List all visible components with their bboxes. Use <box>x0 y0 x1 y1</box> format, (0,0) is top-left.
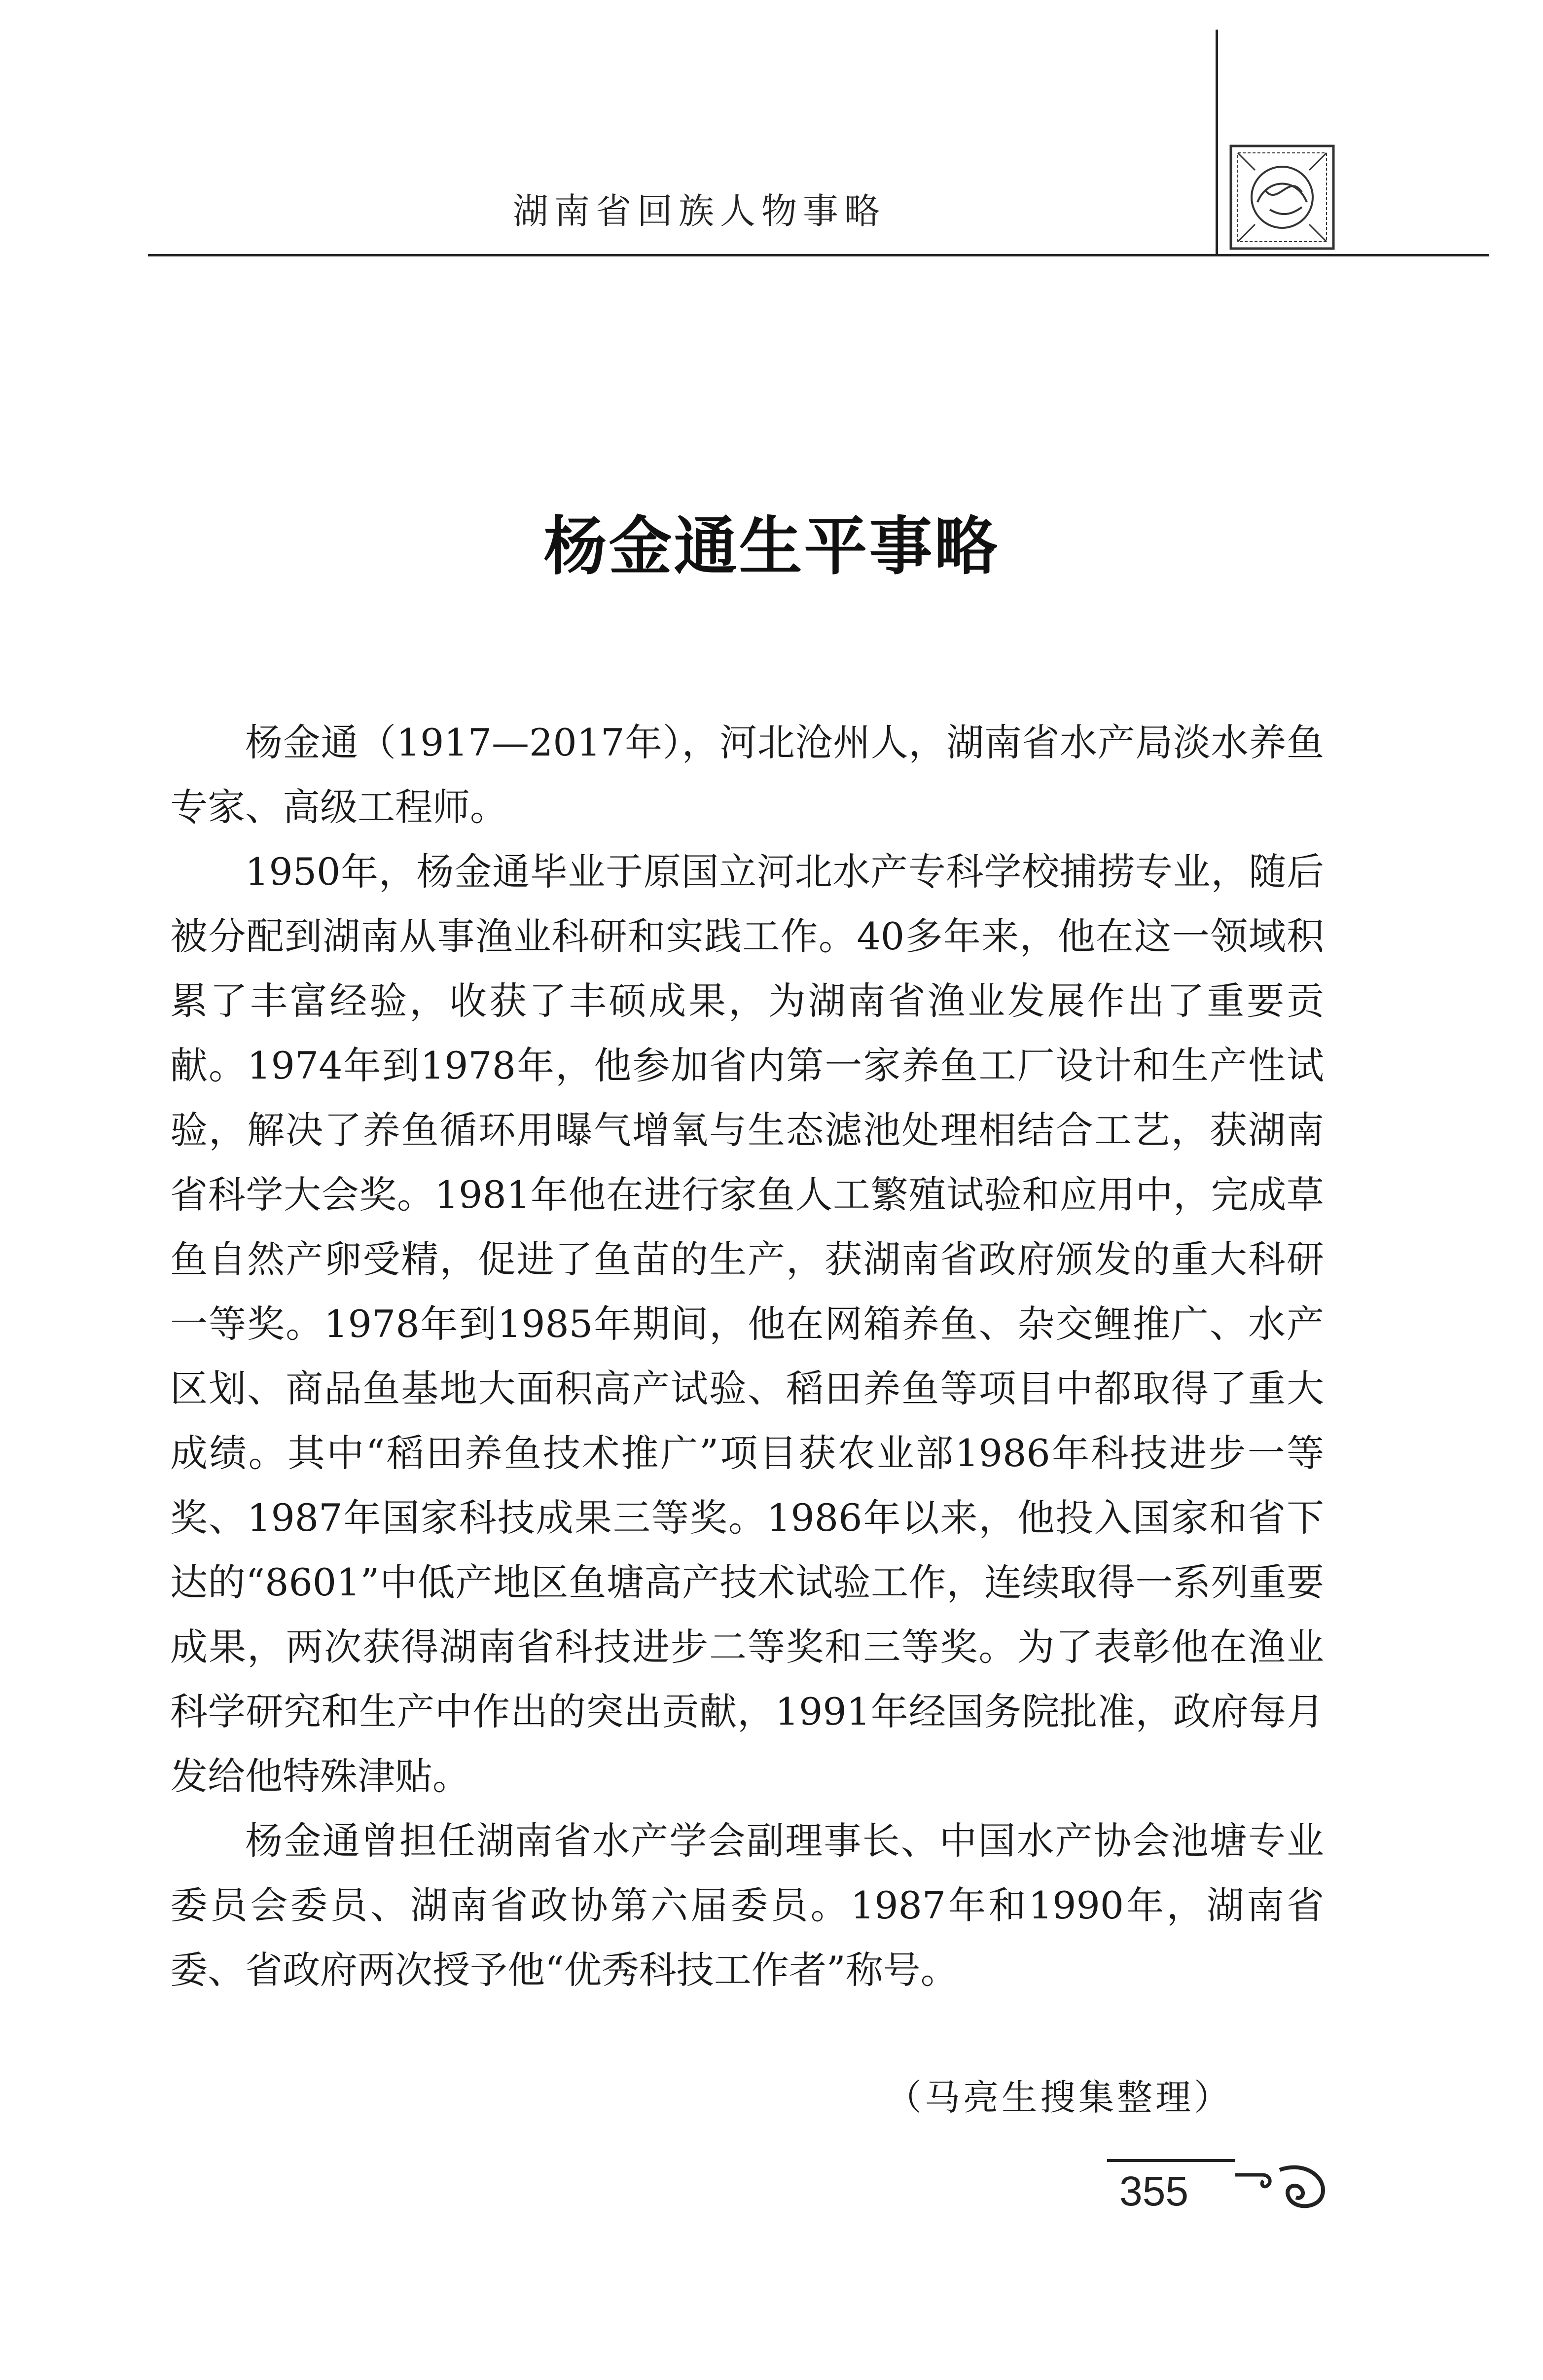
paragraph-1: 杨金通（1917—2017年），河北沧州人，湖南省水产局淡水养鱼专家、高级工程师。 <box>170 721 1324 829</box>
running-header-title: 湖南省回族人物事略 <box>513 190 886 232</box>
paragraph-3: 杨金通曾担任湖南省水产学会副理事长、中国水产协会池塘专业委员会委员、湖南省政协第六届委员。1987年和1990年，湖南省委、省政府两次授予他“优秀科技工作者”称号。 <box>170 1819 1324 1992</box>
compiler-credit: （马亮生搜集整理） <box>886 2077 1232 2118</box>
page-number: 355 <box>1119 2168 1189 2214</box>
article-body <box>170 710 1324 2002</box>
paragraph-2: 1950年，杨金通毕业于原国立河北水产专科学校捕捞专业，随后被分配到湖南从事渔业科研和实践工作。40多年来，他在这一领域积累了丰富经验，收获了丰硕成果，为湖南省渔业发展作出了重要贡献。1974年到1978年，他参加省内第一家养鱼工厂设计和生产性试验，解决了养鱼循环用曝气增氧与生态滤池处理相结合工艺，获湖南省科学大会奖。1981年他在进行家鱼人工繁殖试验和应用中，完成草鱼自然产卵受精，促进了鱼苗的生产，获湖南省政府颁发的重大科研一等奖。1978年到1985年期间，他在网箱养鱼、杂交鲤推广、水产区划、商品鱼基地大面积高产试验、稻田养鱼等项目中都取得了重大成绩。其中“稻田养鱼技术推广”项目获农业部1986年科技进步一等奖、1987年国家科技成果三等奖。1986年以来，他投入国家和省下达的“8601”中低产地区鱼塘高产技术试验工作，连续取得一系列重要成果，两次获得湖南省科技进步二等奖和三等奖。为了表彰他在渔业科学研究和生产中作出的突出贡献，1991年经国务院批准，政府每月发给他特殊津贴。 <box>170 850 1324 1798</box>
footer-rule <box>1107 2159 1235 2162</box>
header-vertical-rule <box>1216 30 1218 254</box>
calligraphy-ornament-icon <box>1228 143 1336 252</box>
article-title: 杨金通生平事略 <box>543 509 1000 583</box>
scroll-flourish-icon <box>1233 2155 1331 2214</box>
header-rule <box>148 254 1489 256</box>
